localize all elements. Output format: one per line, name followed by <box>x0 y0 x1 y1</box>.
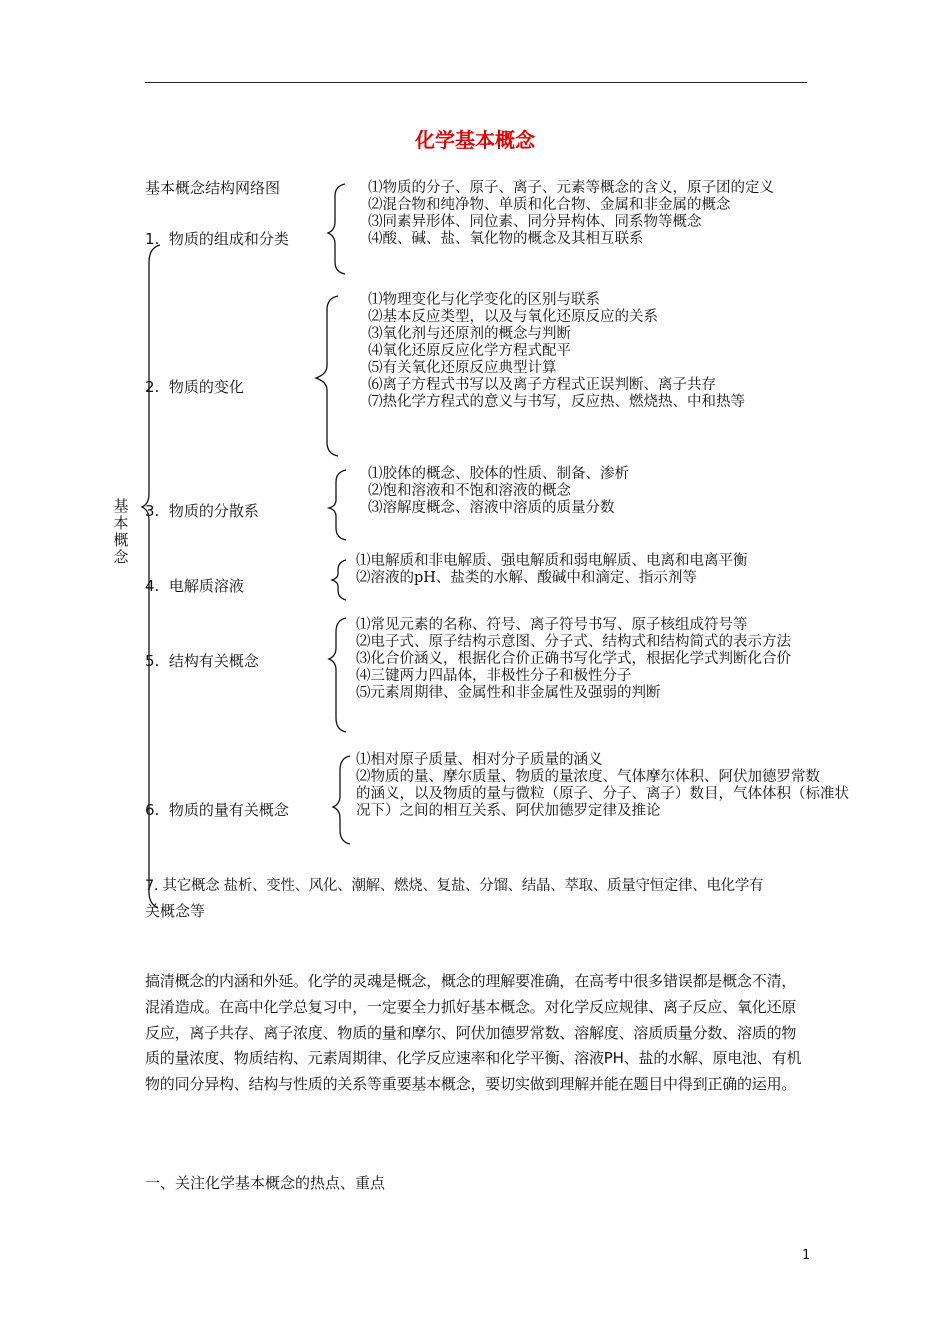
list-item: ⑵饱和溶液和不饱和溶液的概念 <box>368 483 571 499</box>
brace-2 <box>316 296 338 456</box>
brace-3 <box>329 470 346 540</box>
list-item: ⑺热化学方程式的意义与书写，反应热、燃烧热、中和热等 <box>368 394 745 410</box>
list-item: 的涵义，以及物质的量与微粒（原子、分子、离子）数目，气体体积（标准状 <box>356 786 849 802</box>
brace-4 <box>332 560 346 600</box>
category-1: 1. 物质的组成和分类 <box>145 230 289 248</box>
list-item: ⑶同素异形体、同位素、同分异构体、同系物等概念 <box>368 214 702 230</box>
list-item: ⑶溶解度概念、溶液中溶质的质量分数 <box>368 500 615 516</box>
category-5-num: 5 <box>145 652 155 670</box>
group-3-items <box>368 466 629 517</box>
category-2: 2. 物质的变化 <box>145 378 244 396</box>
list-item: 况下）之间的相互关系、阿伏加德罗定律及推论 <box>356 803 661 819</box>
group-4-items <box>356 553 748 587</box>
category-4-label: 电解质溶液 <box>168 577 244 595</box>
section-heading: 一、关注化学基本概念的热点、重点 <box>145 1174 386 1192</box>
category-6: 6. 物质的量有关概念 <box>145 801 289 819</box>
other-concepts-line-2: 关概念等 <box>145 902 206 920</box>
category-6-num: 6 <box>145 801 155 819</box>
category-2-num: 2 <box>145 378 155 396</box>
page-number: 1 <box>802 1248 811 1263</box>
list-item: ⑴相对原子质量、相对分子质量的涵义 <box>356 752 603 768</box>
group-6-items <box>356 752 849 820</box>
category-4-num: 4 <box>145 577 155 595</box>
group-1-items <box>368 180 774 248</box>
other-concepts-line-1: 7. 其它概念 盐析、变性、风化、潮解、燃烧、复盐、分馏、结晶、萃取、质量守恒定律、电化学有 <box>145 878 764 894</box>
group-5-items <box>356 617 791 702</box>
vertical-label <box>112 498 130 566</box>
group-2-items <box>368 292 745 411</box>
category-4: 4. 电解质溶液 <box>145 577 244 595</box>
list-item: ⑵物质的量、摩尔质量、物质的量浓度、气体摩尔体积、阿伏加德罗常数 <box>356 769 820 785</box>
list-item: ⑸有关氧化还原反应典型计算 <box>368 360 557 376</box>
brace-6 <box>333 756 350 844</box>
body-paragraph: 搞清概念的内涵和外延。化学的灵魂是概念，概念的理解要准确，在高考中很多错误都是概念不清，混淆造成。在高中化学总复习中，一定要全力抓好基本概念。对化学反应规律、离子反应、氧化还原反应，离子共存、离子浓度、物质的量和摩尔、阿伏加德罗常数、溶解度、溶质质量分数、溶质的物质的量浓度、物质结构、元素周期律、化学反应速率和化学平衡、溶液PH、盐的水解、原电池、有机物的同分异构、结构与性质的关系等重要基本概念，要切实做到理解并能在题目中得到正确的运用。 <box>145 972 802 1094</box>
list-item: ⑴物理变化与化学变化的区别与联系 <box>368 292 600 308</box>
category-5-label: 结构有关概念 <box>168 652 259 670</box>
vertical-label-text: 基本概念 <box>113 497 129 566</box>
list-item: ⑴物质的分子、原子、离子、元素等概念的含义，原子团的定义 <box>368 180 774 196</box>
list-item: ⑸元素周期律、金属性和非金属性及强弱的判断 <box>356 685 661 701</box>
brace-1 <box>328 184 345 274</box>
list-item: ⑶氧化剂与还原剂的概念与判断 <box>368 326 571 342</box>
list-item: ⑷酸、碱、盐、氧化物的概念及其相互联系 <box>368 231 644 247</box>
category-6-label: 物质的量有关概念 <box>168 801 289 819</box>
list-item: ⑴常见元素的名称、符号、离子符号书写、原子核组成符号等 <box>356 617 748 633</box>
category-1-num: 1 <box>145 230 155 248</box>
category-2-label: 物质的变化 <box>168 378 244 396</box>
category-1-label: 物质的组成和分类 <box>168 230 289 248</box>
list-item: ⑵电子式、原子结构示意图、分子式、结构式和结构简式的表示方法 <box>356 634 791 650</box>
brace-5 <box>329 618 346 732</box>
list-item: ⑵混合物和纯净物、单质和化合物、金属和非金属的概念 <box>368 197 731 213</box>
diagram-subtitle: 基本概念结构网络图 <box>145 179 281 197</box>
category-3-num: 3 <box>145 502 155 520</box>
list-item: ⑵溶液的pH、盐类的水解、酸碱中和滴定、指示剂等 <box>356 570 697 586</box>
page-title: 化学基本概念 <box>415 128 535 152</box>
category-5: 5. 结构有关概念 <box>145 652 259 670</box>
category-3-label: 物质的分散系 <box>168 502 259 520</box>
list-item: ⑴电解质和非电解质、强电解质和弱电解质、电离和电离平衡 <box>356 553 748 569</box>
list-item: ⑷氧化还原反应化学方程式配平 <box>368 343 571 359</box>
list-item: ⑹离子方程式书写以及离子方程式正误判断、离子共存 <box>368 377 716 393</box>
list-item: ⑵基本反应类型，以及与氧化还原反应的关系 <box>368 309 658 325</box>
category-3: 3. 物质的分散系 <box>145 502 259 520</box>
list-item: ⑶化合价涵义，根据化合价正确书写化学式，根据化学式判断化合价 <box>356 651 791 667</box>
list-item: ⑷三键两力四晶体，非极性分子和极性分子 <box>356 668 632 684</box>
list-item: ⑴胶体的概念、胶体的性质、制备、渗析 <box>368 466 629 482</box>
